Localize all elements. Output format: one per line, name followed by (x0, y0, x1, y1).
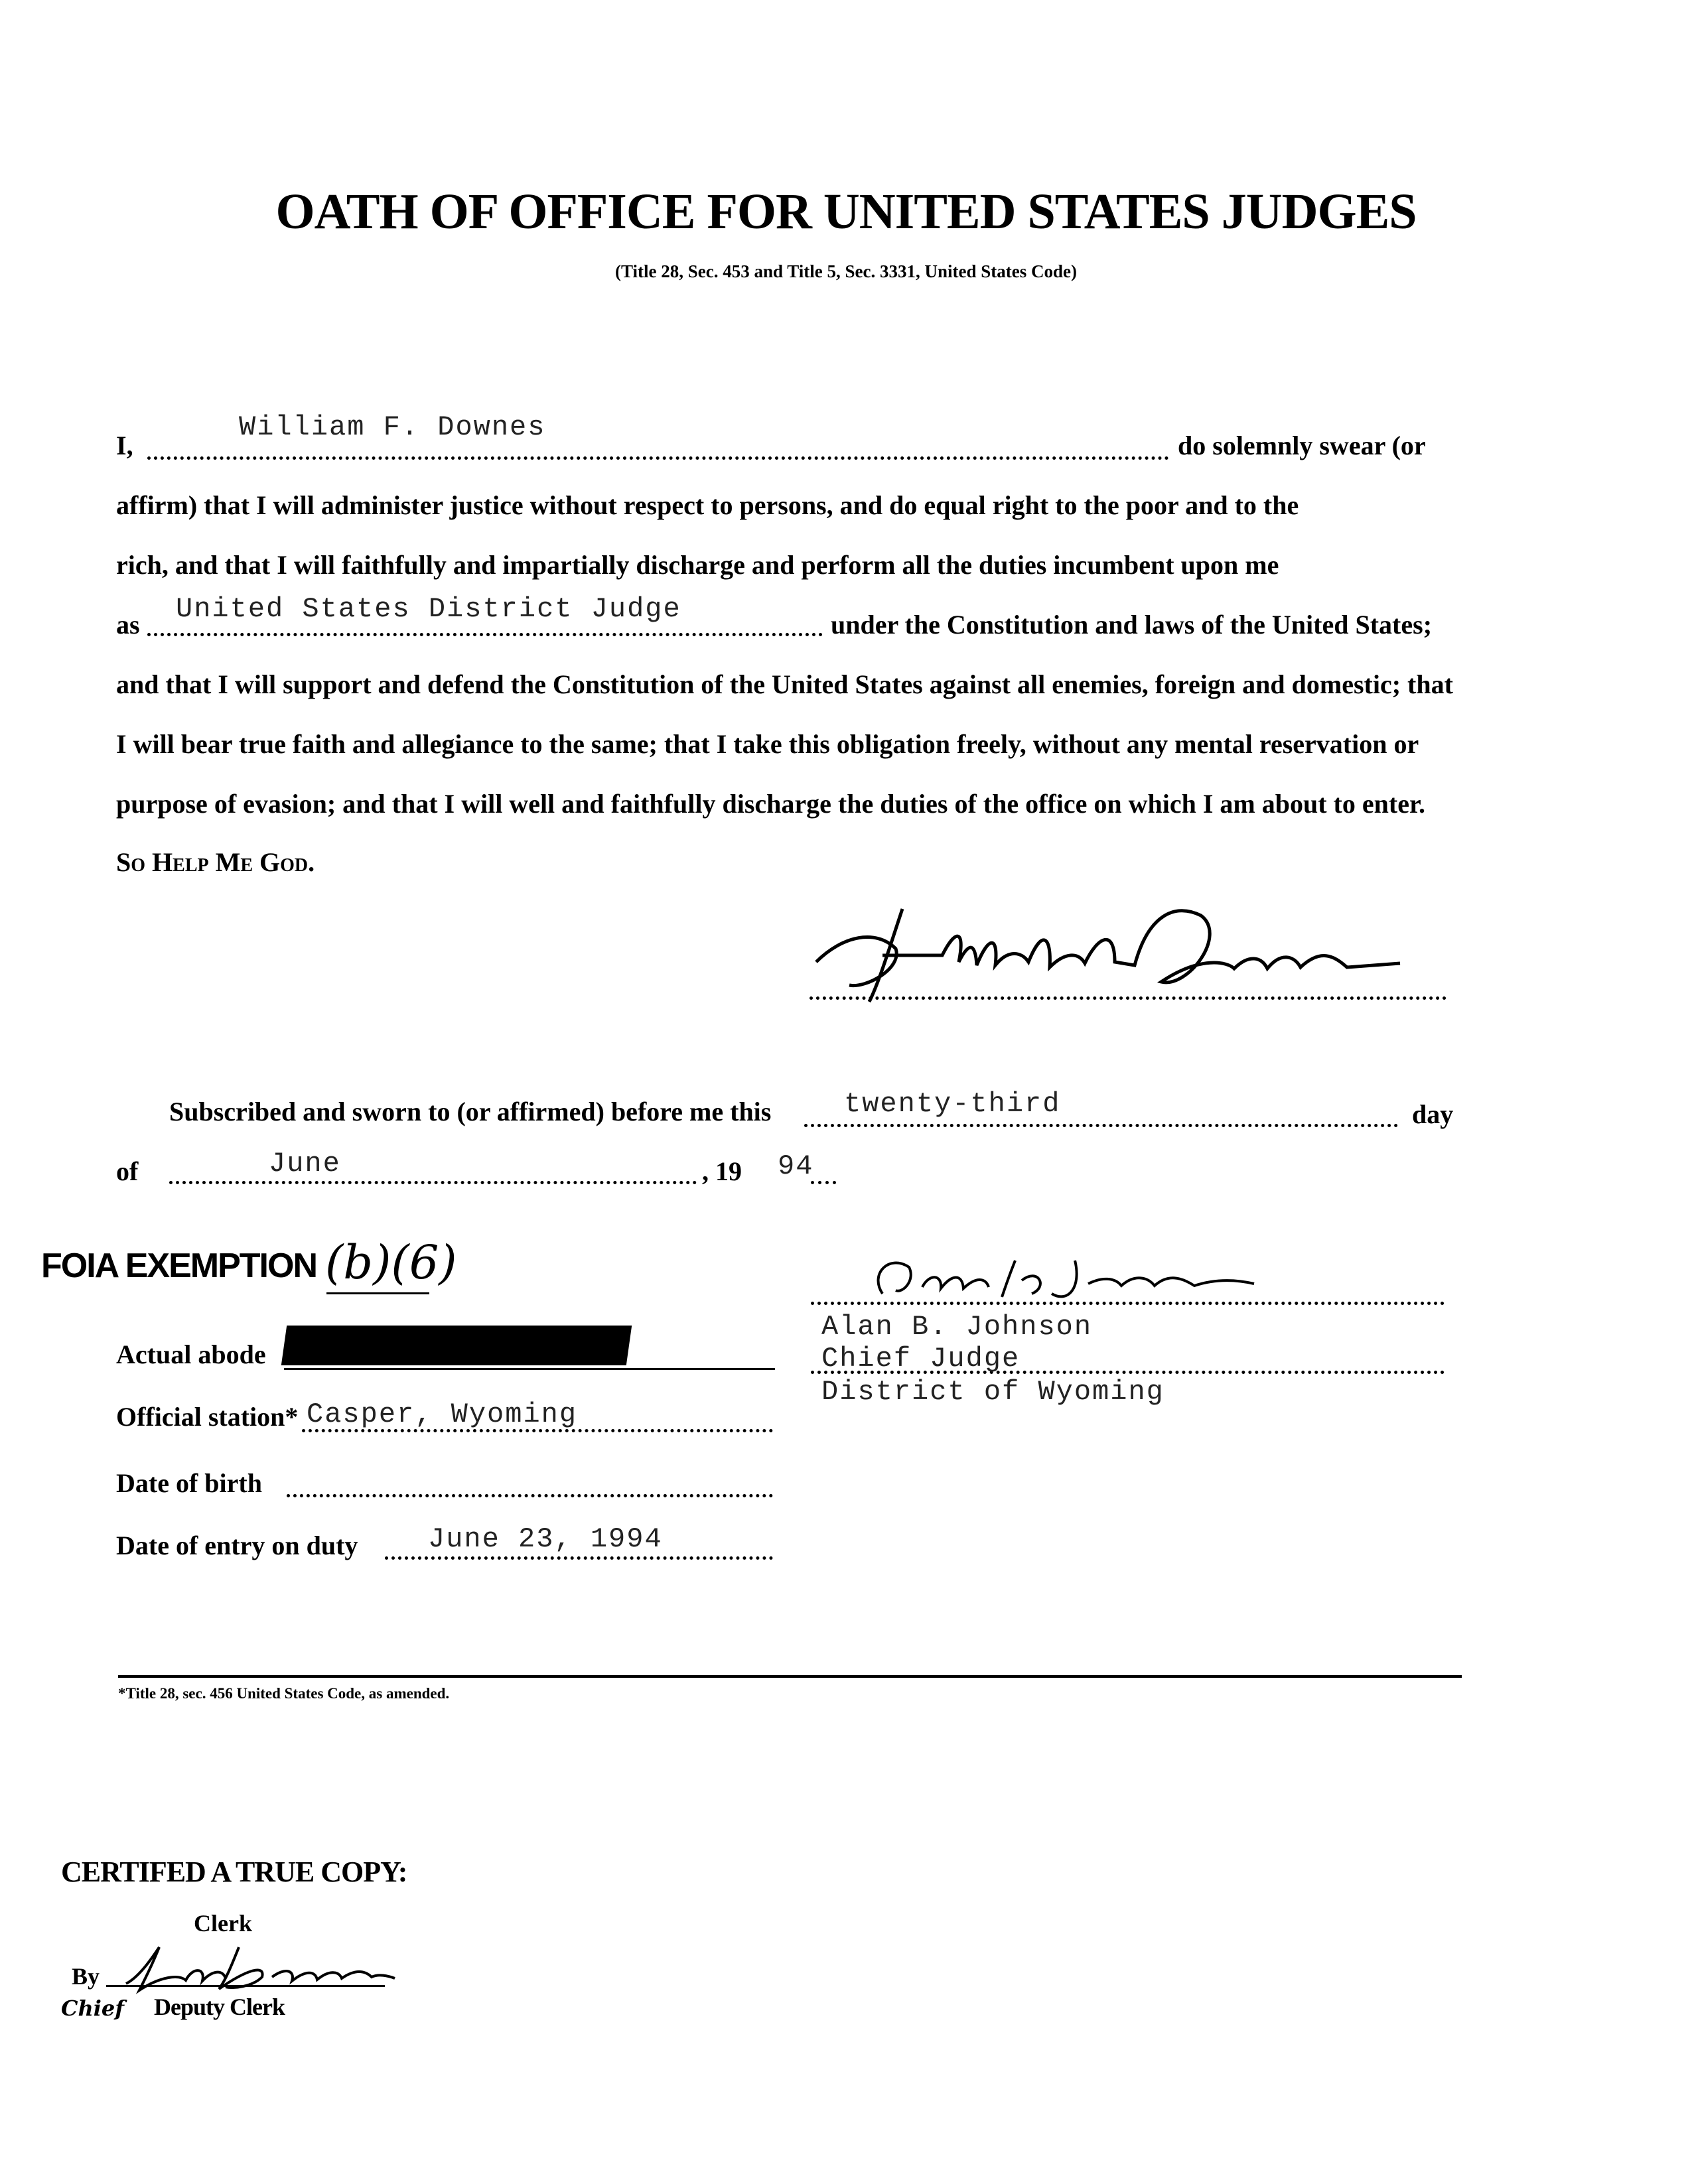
oath-line5-text: and that I will support and defend the Constitution of the United States against all enemies, foreign and domestic; that (116, 669, 1453, 699)
birth-label: Date of birth (116, 1468, 262, 1498)
entry-dotted-line (385, 1556, 773, 1560)
abode-line (284, 1368, 775, 1370)
year-dotted-tail (811, 1181, 836, 1184)
footnote: *Title 28, sec. 456 United States Code, as amended. (118, 1685, 450, 1702)
entry-label: Date of entry on duty (116, 1531, 358, 1560)
day-value: twenty-third (844, 1088, 1061, 1120)
clerk-signature (113, 1937, 405, 1997)
judge-name: William F. Downes (239, 411, 546, 443)
clerk-label: Clerk (194, 1910, 252, 1937)
abode-label: Actual abode (116, 1339, 266, 1369)
oath-line1-end: do solemnly swear (or (1178, 431, 1426, 460)
day-label: day (1412, 1099, 1454, 1129)
oath-line2 (116, 490, 1462, 521)
foia-exemption-code: (b)(6) (325, 1235, 457, 1290)
oath-line4-end: under the Constitution and laws of the United States; (831, 610, 1433, 640)
sworn-lead: Subscribed and sworn to (or affirmed) before me this (169, 1097, 772, 1126)
oath-pronoun: I, (116, 431, 133, 460)
oath-closing: So Help Me God. (116, 847, 315, 877)
oath-line6 (116, 728, 1462, 760)
day-dotted-line (804, 1124, 1398, 1127)
officer-name: Alan B. Johnson (821, 1311, 1093, 1343)
deputy-clerk-label: Deputy Clerk (154, 1994, 285, 2020)
station-label: Official station* (116, 1402, 299, 1432)
name-dotted-line (147, 456, 1169, 460)
oath-line2-text: affirm) that I will administer justice without respect to persons, and do equal right to the poor and to the (116, 490, 1299, 520)
oath-line7 (116, 788, 1462, 819)
of-label: of (116, 1156, 139, 1186)
officer-title: Chief Judge (821, 1343, 1021, 1375)
statute-citation: (Title 28, Sec. 453 and Title 5, Sec. 3331, United States Code) (615, 261, 1077, 281)
certification-heading: CERTIFED A TRUE COPY: (61, 1856, 407, 1888)
month-value: June (269, 1148, 341, 1180)
year-suffix: 94 (778, 1150, 814, 1182)
by-label: By (72, 1963, 100, 1990)
oath-line3-text: rich, and that I will faithfully and impartially discharge and perform all the duties incumbent upon me (116, 550, 1279, 580)
judge-signature-stroke (816, 909, 1400, 1002)
clerk-signature-stroke (126, 1947, 395, 1990)
oath-line7-text: purpose of evasion; and that I will well and faithfully discharge the duties of the office on which I am about to enter. (116, 789, 1426, 819)
foia-code-underline (326, 1292, 429, 1294)
as-label: as (116, 610, 140, 640)
position-dotted-line (147, 633, 823, 636)
foia-exemption-label: FOIA EXEMPTION (41, 1247, 317, 1285)
birth-dotted-line (287, 1494, 773, 1497)
year-prefix: , 19 (702, 1156, 742, 1186)
abode-redaction (281, 1326, 632, 1365)
position-title: United States District Judge (176, 593, 681, 625)
document-title: OATH OF OFFICE FOR UNITED STATES JUDGES (275, 184, 1417, 239)
oath-line5 (116, 669, 1462, 700)
officer-signature-line (811, 1302, 1445, 1305)
deputy-prefix: Chief (61, 1996, 125, 2021)
oath-line3 (116, 549, 1462, 580)
entry-value: June 23, 1994 (428, 1523, 663, 1555)
officer-signature-stroke (879, 1261, 1254, 1297)
oath-line6-text: I will bear true faith and allegiance to the same; that I take this obligation freely, without any mental reservation or (116, 729, 1419, 759)
station-value: Casper, Wyoming (307, 1399, 578, 1430)
clerk-signature-line (106, 1985, 385, 1987)
month-dotted-line (169, 1181, 697, 1184)
footnote-rule (118, 1675, 1462, 1678)
judge-signature-line (810, 996, 1446, 1000)
officer-district: District of Wyoming (821, 1376, 1164, 1408)
officer-signature (863, 1247, 1320, 1307)
